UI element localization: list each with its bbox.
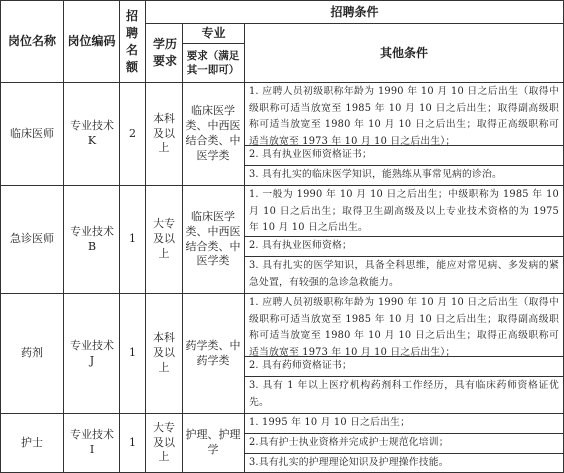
row-education: 本科及以上 <box>153 331 175 374</box>
header-major-note: 要求（满足其一即可） <box>186 49 240 76</box>
row-condition: 2. 具有执业医师资格； <box>249 240 353 251</box>
header-quota: 招聘名额 <box>125 8 138 74</box>
row-education: 本科及以上 <box>153 111 175 155</box>
row-position-name: 护士 <box>21 435 43 449</box>
row-position-name: 急诊医师 <box>10 232 54 246</box>
header-education: 学历要求 <box>152 37 177 68</box>
header-position-name: 岗位名称 <box>7 34 56 49</box>
row-quota: 1 <box>129 346 136 360</box>
row-position-code: 专业技术J <box>70 338 114 367</box>
row-education: 大专及以上 <box>153 217 175 260</box>
row-major: 护理、护理学 <box>185 428 241 456</box>
header-requirements: 招聘条件 <box>330 4 379 19</box>
row-condition: 1. 应聘人员初级职称年龄为 1990 年 10 月 10 日之后出生（取得中级职称可适当放宽至 1985 年 10 月 10 日之后出生；取得副高级职称可适当放宽至 1980 年 10 月 10 日之后出生；取得正高级职称可适当放宽至 1973 年 10 月 10 日之后出生）； <box>249 297 559 356</box>
row-major: 药学类、中药学类 <box>185 338 241 367</box>
row-condition: 1. 1995 年 10 月 10 日之后出生； <box>249 417 411 428</box>
row-condition: 2. 具有药师资格证书； <box>249 360 353 371</box>
header-major: 专业 <box>201 26 226 41</box>
row-position-code: 专业技术K <box>70 119 114 147</box>
row-condition: 3. 具有扎实的医学知识，具备全科思维，能应对常见病、多发病的紧急处置，有较强的急诊急救能力。 <box>249 260 559 288</box>
header-position-code: 岗位编码 <box>67 34 116 49</box>
row-condition: 3. 具有 1 年以上医疗机构药剂科工作经历，具有临床药师资格证优先。 <box>249 380 559 408</box>
row-quota: 1 <box>129 435 136 449</box>
header-other-conditions: 其他条件 <box>379 45 428 60</box>
row-position-code: 专业技术B <box>70 224 114 253</box>
row-position-code: 专业技术I <box>70 428 114 456</box>
row-position-name: 药剂 <box>21 346 43 360</box>
row-major: 临床医学类、中西医结合类、中医学类 <box>185 104 241 162</box>
row-condition: 1. 一般为 1990 年 10 月 10 日之后出生；中级职称为 1985 年 10 月 10 日之后出生；取得卫生副高级及以上专业技术资格的为 1975 年 10 月 10 日之后出生。 <box>249 189 559 233</box>
row-quota: 2 <box>129 126 136 140</box>
row-condition: 1. 应聘人员初级职称年龄为 1990 年 10 月 10 日之后出生（取得中级职称可适当放宽至 1985 年 10 月 10 日之后出生；取得副高级职称可适当放宽至 1980 年 10 月 10 日之后出生；取得正高级职称可适当放宽至 1973 年 10 月 10 日之后出生）； <box>249 86 559 145</box>
row-quota: 1 <box>129 232 136 246</box>
row-condition: 2. 具有执业医师资格证书； <box>249 149 373 160</box>
row-major: 临床医学类、中西医结合类、中医学类 <box>185 209 241 268</box>
row-condition: 2.具有护士执业资格并完成护士规范化培训； <box>249 437 449 448</box>
row-condition: 3. 具有扎实的临床医学知识，能熟练从事常见病的诊治。 <box>249 169 502 180</box>
row-condition: 3.具有扎实的护理理论知识及护理操作技能。 <box>249 457 449 468</box>
row-position-name: 临床医师 <box>10 126 54 140</box>
row-education: 大专及以上 <box>153 420 175 464</box>
